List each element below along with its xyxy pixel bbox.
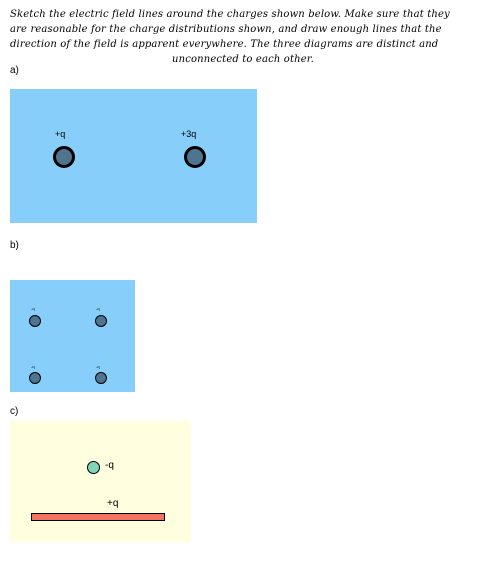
instructions-line-3: direction of the field is apparent everywhere. The three diagrams are distinct and (10, 39, 439, 50)
charge-label-minus-q: -q (105, 460, 114, 471)
charge-label-bottom-left: -q (31, 364, 35, 369)
charge-plus-q (53, 146, 75, 168)
charge-label-bottom-right: -q (96, 364, 100, 369)
charge-label-plus-q: +q (55, 129, 66, 139)
instructions-text (10, 7, 476, 67)
charge-label-top-left: -q (31, 306, 35, 311)
instructions-line-2: are reasonable for the charge distributions shown, and draw enough lines that the (10, 24, 442, 35)
charge-label-plus-3q: +3q (181, 129, 197, 139)
diagram-a (10, 89, 257, 223)
diagram-c (10, 421, 191, 542)
rod-label-plus-q: +q (107, 498, 119, 509)
part-b-label: b) (10, 240, 19, 251)
charged-rod (31, 513, 165, 521)
charge-top-left (29, 315, 41, 327)
charge-bottom-left (29, 372, 41, 384)
charge-bottom-right (95, 372, 107, 384)
instructions-line-1: Sketch the electric field lines around the charges shown below. Make sure that they (10, 9, 450, 20)
charge-label-top-right: -q (96, 306, 100, 311)
charge-top-right (95, 315, 107, 327)
point-charge-minus-q (87, 461, 100, 474)
diagram-b (10, 280, 135, 392)
part-c-label: c) (10, 406, 19, 417)
charge-plus-3q (184, 146, 206, 168)
part-a-label: a) (10, 65, 19, 76)
instructions-line-4: unconnected to each other. (172, 54, 314, 65)
